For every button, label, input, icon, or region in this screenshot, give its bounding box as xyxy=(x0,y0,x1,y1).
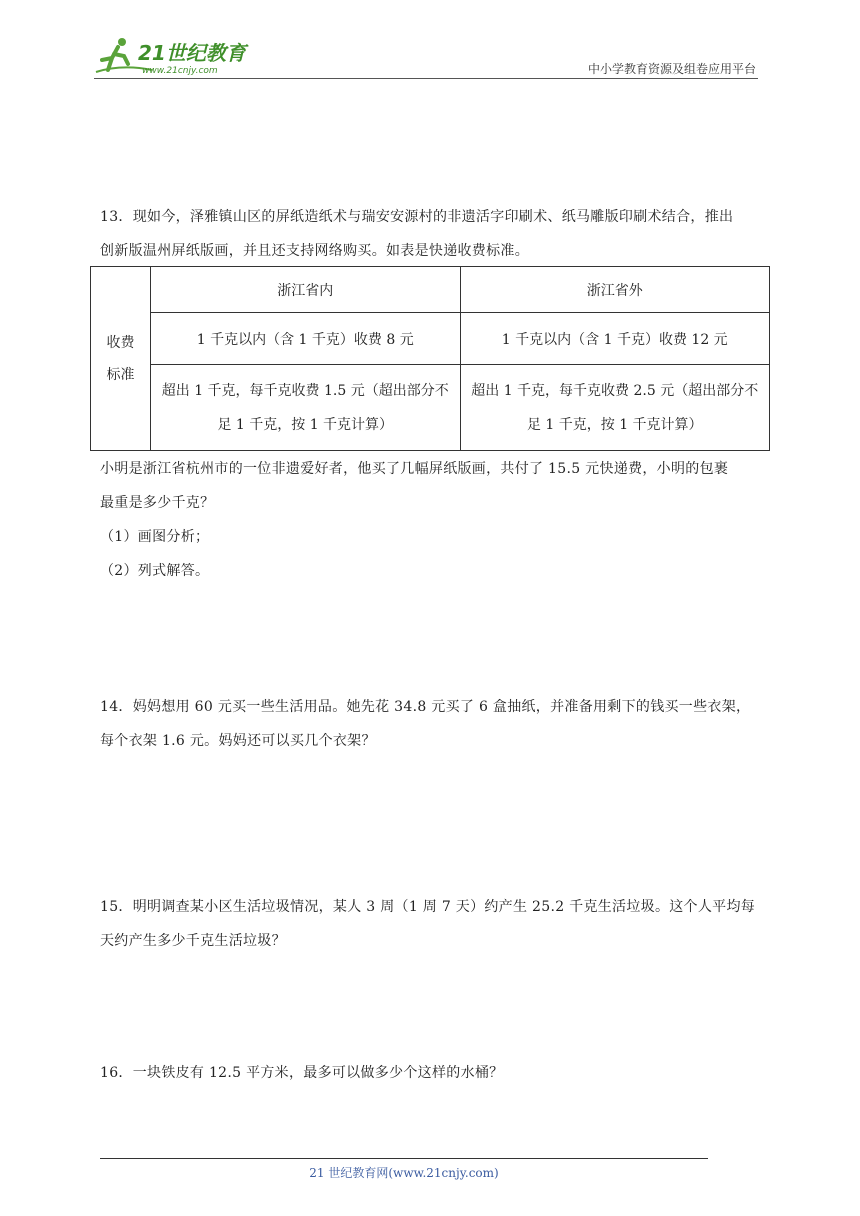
fee-outside-extra: 超出 1 千克，每千克收费 2.5 元（超出部分不 足 1 千克，按 1 千克计算） xyxy=(460,365,770,451)
logo-main-text: 21世纪教育 xyxy=(138,41,246,65)
table-side-label: 收费 标准 xyxy=(91,267,151,451)
header-divider xyxy=(94,78,758,79)
fee-outside-base: 1 千克以内（含 1 千克）收费 12 元 xyxy=(460,313,770,365)
q13-line: 创新版温州屏纸版画，并且还支持网络购买。如表是快递收费标准。 xyxy=(100,243,529,259)
platform-name: 中小学教育资源及组卷应用平台 xyxy=(587,62,756,76)
fee-inside-base: 1 千克以内（含 1 千克）收费 8 元 xyxy=(151,313,461,365)
footer-divider xyxy=(100,1158,708,1159)
q14-line: 每个衣架 1.6 元。妈妈还可以买几个衣架？ xyxy=(100,733,376,749)
q13-subquestion-1: （1）画图分析； xyxy=(100,529,210,545)
q13-subquestion-2: （2）列式解答。 xyxy=(100,563,210,579)
q14-line: 14．妈妈想用 60 元买一些生活用品。她先花 34.8 元买了 6 盒抽纸，并准备用剩下的钱买一些衣架， xyxy=(100,699,751,715)
site-logo xyxy=(92,34,262,78)
logo-url-text: www.21cnjy.com xyxy=(142,66,218,76)
question-14 xyxy=(100,690,770,758)
q13-line: 13．现如今，泽雅镇山区的屏纸造纸术与瑞安安源村的非遗活字印刷术、纸马雕版印刷术结合，推出 xyxy=(100,209,734,225)
shipping-fee-table xyxy=(90,266,770,451)
q15-line: 15．明明调查某小区生活垃圾情况，某人 3 周（1 周 7 天）约产生 25.2 千克生活垃圾。这个人平均每 xyxy=(100,899,756,915)
question-16 xyxy=(100,1056,770,1090)
header-inside-province: 浙江省内 xyxy=(151,267,461,313)
q15-line: 天约产生多少千克生活垃圾？ xyxy=(100,933,286,949)
fee-inside-extra: 超出 1 千克，每千克收费 1.5 元（超出部分不 足 1 千克，按 1 千克计算） xyxy=(151,365,461,451)
question-13-continued xyxy=(100,452,770,588)
question-15 xyxy=(100,890,770,958)
q16-line: 16．一块铁皮有 12.5 平方米，最多可以做多少个这样的水桶？ xyxy=(100,1065,504,1081)
question-13 xyxy=(100,200,770,268)
q13-line: 最重是多少千克？ xyxy=(100,495,215,511)
q13-line: 小明是浙江省杭州市的一位非遗爱好者，他买了几幅屏纸版画，共付了 15.5 元快递费，小明的包裹 xyxy=(100,461,729,477)
footer-text: 21 世纪教育网(www.21cnjy.com) xyxy=(309,1166,499,1180)
header-outside-province: 浙江省外 xyxy=(460,267,770,313)
